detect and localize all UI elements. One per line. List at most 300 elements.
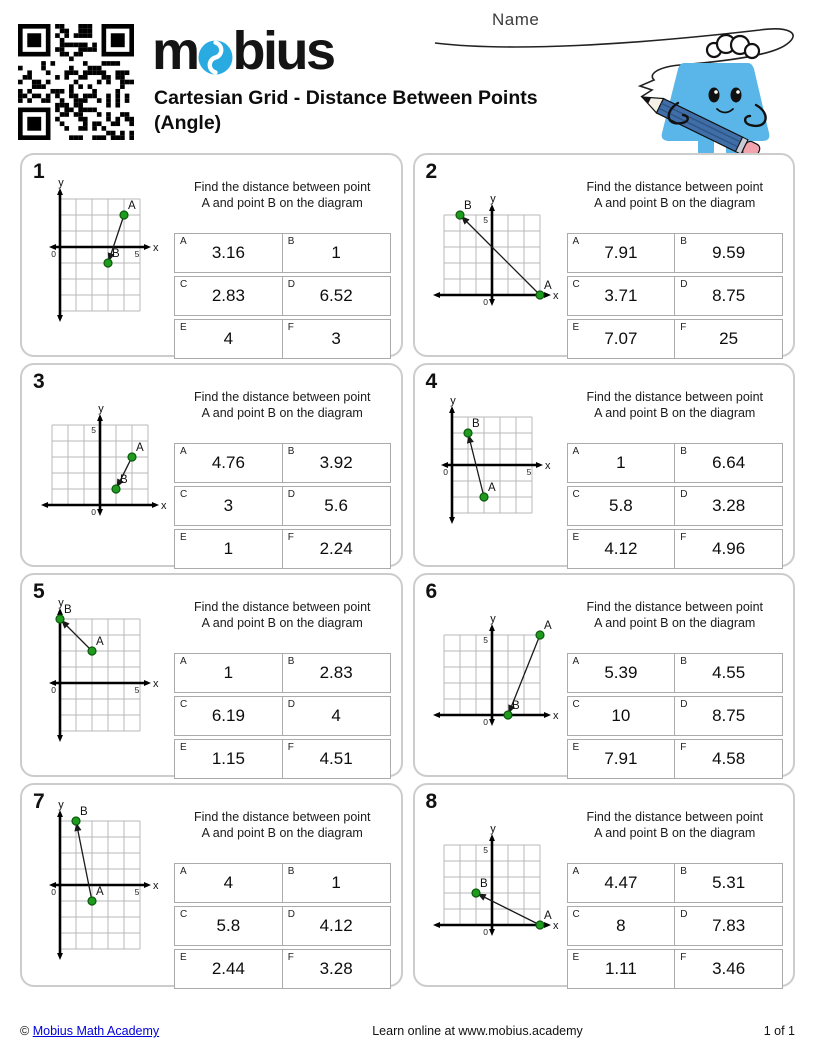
problems-grid	[20, 153, 795, 987]
answer-cell-B	[282, 234, 390, 272]
answer-row	[567, 529, 784, 569]
answer-cell-F	[674, 950, 782, 988]
prompt-line-2: A and point B on the diagram	[201, 616, 363, 631]
point-a-label: A	[544, 279, 552, 292]
answer-value: 8.75	[712, 705, 746, 725]
answer-key: C	[180, 278, 188, 290]
answer-key: D	[680, 278, 688, 290]
problem-card	[20, 573, 403, 777]
answer-value: 3.28	[319, 958, 353, 978]
y-tick-label: 5	[483, 844, 488, 855]
problem-number: 1	[33, 160, 45, 183]
answer-key: C	[572, 908, 580, 920]
coordinate-graph-area	[419, 159, 567, 351]
answer-value: 3.92	[319, 452, 353, 472]
prompt-line-1: Find the distance between point	[193, 390, 371, 404]
answer-row	[567, 443, 784, 483]
prompt-line-1: Find the distance between point	[193, 180, 371, 194]
point-b-dot	[504, 711, 512, 719]
problem-card	[20, 783, 403, 987]
answer-key: A	[180, 865, 187, 877]
answer-cell-F	[282, 320, 390, 358]
answer-key: D	[680, 488, 688, 500]
x-axis-label: x	[553, 919, 559, 932]
answer-key: B	[287, 655, 295, 667]
x-tick-label: 5	[134, 248, 139, 259]
answer-key: F	[680, 951, 687, 963]
answer-value: 1	[616, 452, 626, 472]
cartesian-graph-svg	[45, 596, 158, 744]
answer-table	[567, 863, 784, 992]
x-axis-label: x	[545, 459, 551, 472]
problem-number: 6	[425, 580, 438, 603]
point-b-label: B	[512, 699, 520, 712]
answer-value: 1	[331, 242, 341, 262]
answer-value: 4.12	[319, 915, 353, 935]
y-axis-label: y	[57, 596, 64, 609]
answer-cell-A	[175, 654, 282, 692]
coordinate-graph-area	[26, 579, 174, 771]
answer-cell-C	[568, 277, 675, 315]
answer-row	[174, 696, 391, 736]
answer-value: 5.6	[324, 495, 348, 515]
publisher-link[interactable]: Mobius Math Academy	[32, 1024, 160, 1038]
answer-cell-D	[674, 697, 782, 735]
problem-card	[413, 363, 796, 567]
cartesian-graph-svg	[437, 394, 551, 526]
answer-value: 1	[223, 538, 234, 558]
answer-key: C	[572, 488, 580, 500]
point-a-dot	[536, 291, 544, 299]
coordinate-graph-area	[419, 789, 567, 981]
answer-cell-D	[282, 697, 390, 735]
cartesian-graph-svg	[429, 612, 559, 728]
answer-value: 4.58	[712, 748, 746, 768]
point-a-label: A	[135, 441, 144, 454]
point-b-dot	[56, 615, 64, 623]
prompt-line-2: A and point B on the diagram	[594, 826, 756, 841]
y-axis-label: y	[450, 394, 456, 407]
point-b-label: B	[480, 877, 488, 890]
answer-row	[174, 276, 391, 316]
point-b-label: B	[464, 199, 472, 212]
answer-row	[567, 863, 784, 903]
answer-table	[174, 863, 391, 992]
answer-key: D	[287, 488, 295, 500]
cartesian-graph-svg	[45, 798, 158, 962]
point-a-label: A	[127, 199, 136, 212]
answer-table	[174, 443, 391, 572]
prompt-line-2: A and point B on the diagram	[594, 406, 756, 421]
answer-cell-C	[175, 277, 282, 315]
answer-row	[567, 653, 784, 693]
answer-cell-E	[175, 530, 282, 568]
point-a-label: A	[95, 635, 104, 648]
answer-key: E	[572, 951, 580, 963]
problem-number: 7	[33, 790, 45, 813]
answer-key: B	[680, 235, 687, 247]
y-axis-label: y	[57, 798, 64, 811]
answer-table	[567, 443, 784, 572]
coordinate-graph-area	[419, 579, 567, 771]
answer-key: D	[287, 698, 295, 710]
prompt-line-1: Find the distance between point	[193, 810, 371, 824]
answer-value: 4	[331, 705, 341, 725]
problem-number: 2	[425, 160, 438, 183]
answer-row	[567, 739, 784, 779]
logo-text-m: m	[152, 21, 198, 81]
answer-value: 8.75	[712, 285, 746, 305]
problem-prompt	[567, 389, 784, 422]
footer	[20, 1024, 795, 1038]
answer-cell-E	[568, 740, 675, 778]
point-a-dot	[128, 453, 136, 461]
answer-key: F	[680, 321, 687, 333]
answer-cell-E	[568, 950, 675, 988]
answer-row	[174, 319, 391, 359]
answer-key: F	[680, 531, 687, 543]
answer-cell-A	[175, 234, 282, 272]
answer-cell-D	[674, 907, 782, 945]
answer-cell-B	[282, 654, 390, 692]
answer-value: 4.96	[712, 538, 746, 558]
answer-value: 2.24	[319, 538, 353, 558]
answer-cell-C	[568, 907, 675, 945]
answer-key: D	[287, 278, 295, 290]
answer-cell-D	[674, 487, 782, 525]
answer-cell-C	[175, 697, 282, 735]
cartesian-graph-svg	[429, 192, 559, 308]
problem-number: 4	[425, 370, 438, 393]
point-b-dot	[72, 817, 80, 825]
problem-prompt	[567, 179, 784, 212]
answer-cell-A	[175, 444, 282, 482]
problem-card	[413, 153, 796, 357]
answer-key: A	[572, 865, 580, 877]
answer-value: 5.8	[216, 915, 241, 935]
answer-key: E	[572, 321, 580, 333]
answer-key: E	[180, 741, 187, 753]
answer-row	[567, 233, 784, 273]
y-tick-label: 5	[483, 214, 488, 225]
answer-key: C	[572, 698, 580, 710]
answer-cell-A	[568, 864, 675, 902]
answer-value: 3	[223, 495, 234, 515]
answer-cell-C	[568, 487, 675, 525]
point-b-label: B	[111, 247, 120, 260]
point-b-dot	[464, 429, 472, 437]
answer-value: 4	[223, 872, 234, 892]
prompt-line-2: A and point B on the diagram	[201, 826, 363, 841]
point-b-label: B	[63, 603, 72, 616]
x-tick-label: 5	[526, 466, 532, 477]
point-b-label: B	[79, 805, 88, 818]
answer-value: 6.19	[211, 705, 245, 725]
answer-value: 5.8	[609, 495, 633, 515]
answer-value: 4.55	[712, 662, 746, 682]
answer-key: B	[680, 655, 687, 667]
x-axis-label: x	[553, 709, 559, 722]
answer-cell-B	[674, 234, 782, 272]
point-b-dot	[472, 889, 480, 897]
answer-key: B	[287, 235, 295, 247]
x-tick-label: 5	[134, 684, 139, 695]
answer-key: B	[680, 445, 687, 457]
y-axis-label: y	[57, 176, 64, 189]
answer-key: A	[180, 235, 187, 247]
answer-value: 25	[719, 328, 739, 348]
answer-cell-E	[175, 320, 282, 358]
answer-row	[174, 233, 391, 273]
problem-card	[20, 153, 403, 357]
x-axis-label: x	[152, 677, 158, 690]
coordinate-graph-area	[26, 369, 174, 561]
point-a-dot	[536, 921, 544, 929]
answer-key: B	[287, 445, 295, 457]
answer-key: E	[572, 531, 580, 543]
x-tick-label: 5	[134, 886, 139, 897]
answer-key: D	[680, 698, 688, 710]
answer-row	[567, 276, 784, 316]
answer-key: D	[287, 908, 295, 920]
point-a-label: A	[488, 481, 496, 494]
origin-label: 0	[443, 466, 448, 477]
answer-row	[567, 906, 784, 946]
answer-cell-F	[674, 320, 782, 358]
copyright-symbol: ©	[20, 1024, 30, 1038]
answer-key: A	[180, 445, 187, 457]
y-axis-label: y	[490, 192, 496, 205]
answer-cell-F	[282, 740, 390, 778]
answer-cell-A	[568, 234, 675, 272]
logo-text-bius: bius	[232, 21, 334, 81]
answer-value: 4.47	[604, 872, 638, 892]
problem-prompt	[174, 599, 391, 632]
answer-row	[174, 949, 391, 989]
qr-code	[18, 24, 134, 140]
problem-number: 3	[33, 370, 45, 393]
answer-cell-D	[282, 277, 390, 315]
answer-key: C	[180, 908, 188, 920]
mascot-illustration	[430, 5, 805, 155]
answer-table	[567, 653, 784, 782]
cartesian-graph-svg	[45, 176, 158, 324]
answer-cell-A	[568, 654, 675, 692]
problem-prompt	[174, 809, 391, 842]
point-a-label: A	[544, 619, 552, 632]
answer-value: 3.71	[604, 285, 638, 305]
coordinate-graph-area	[26, 789, 174, 981]
y-axis-label: y	[97, 402, 104, 415]
point-a-dot	[88, 647, 96, 655]
origin-label: 0	[483, 716, 488, 727]
answer-row	[567, 486, 784, 526]
answer-cell-B	[674, 864, 782, 902]
answer-key: A	[180, 655, 187, 667]
answer-key: A	[572, 655, 580, 667]
point-b-dot	[112, 485, 120, 493]
point-b-dot	[456, 211, 464, 219]
origin-label: 0	[50, 886, 56, 897]
answer-value: 6.52	[319, 285, 353, 305]
prompt-line-2: A and point B on the diagram	[201, 406, 363, 421]
prompt-line-2: A and point B on the diagram	[594, 616, 756, 631]
answer-value: 1	[223, 662, 234, 682]
answer-key: B	[287, 865, 295, 877]
y-tick-label: 5	[90, 424, 96, 435]
answer-cell-A	[175, 864, 282, 902]
coordinate-graph-area	[419, 369, 567, 561]
answer-cell-C	[175, 907, 282, 945]
answer-value: 5.39	[604, 662, 638, 682]
answer-table	[174, 653, 391, 782]
prompt-line-2: A and point B on the diagram	[201, 196, 363, 211]
name-label: Name	[492, 10, 540, 29]
answer-value: 1.15	[211, 748, 245, 768]
answer-value: 3.28	[712, 495, 746, 515]
point-a-dot	[480, 493, 488, 501]
answer-cell-F	[674, 530, 782, 568]
problem-prompt	[174, 389, 391, 422]
answer-key: C	[180, 698, 188, 710]
problem-number: 5	[33, 580, 45, 603]
answer-cell-D	[674, 277, 782, 315]
answer-value: 3	[331, 328, 341, 348]
point-b-label: B	[119, 473, 128, 486]
prompt-line-1: Find the distance between point	[586, 810, 763, 824]
answer-cell-A	[568, 444, 675, 482]
answer-cell-E	[568, 320, 675, 358]
answer-value: 8	[616, 915, 626, 935]
footer-copyright	[20, 1024, 240, 1038]
answer-row	[567, 319, 784, 359]
answer-cell-E	[568, 530, 675, 568]
logo-droplet-icon	[198, 40, 233, 75]
answer-value: 4	[223, 328, 234, 348]
answer-key: C	[572, 278, 580, 290]
origin-label: 0	[483, 296, 488, 307]
answer-value: 3.46	[712, 958, 746, 978]
page-indicator: 1 of 1	[763, 1024, 795, 1038]
problem-prompt	[567, 599, 784, 632]
x-axis-label: x	[160, 499, 166, 512]
point-a-dot	[120, 211, 128, 219]
problem-prompt	[567, 809, 784, 842]
answer-value: 9.59	[712, 242, 746, 262]
y-axis-label: y	[490, 612, 496, 625]
answer-key: E	[180, 531, 187, 543]
answer-cell-D	[282, 907, 390, 945]
answer-row	[174, 739, 391, 779]
answer-key: F	[680, 741, 687, 753]
answer-value: 2.83	[319, 662, 353, 682]
answer-row	[174, 443, 391, 483]
cartesian-graph-svg	[429, 822, 559, 938]
answer-row	[174, 486, 391, 526]
problem-card	[413, 783, 796, 987]
problem-number: 8	[425, 790, 438, 813]
answer-cell-E	[175, 950, 282, 988]
answer-table	[174, 233, 391, 362]
answer-row	[174, 653, 391, 693]
answer-key: F	[287, 741, 294, 753]
answer-table	[567, 233, 784, 362]
point-a-label: A	[95, 885, 104, 898]
answer-cell-C	[175, 487, 282, 525]
x-axis-label: x	[152, 241, 158, 254]
answer-value: 4.51	[319, 748, 353, 768]
answer-value: 6.64	[712, 452, 746, 472]
y-axis-label: y	[490, 822, 496, 835]
origin-label: 0	[483, 926, 488, 937]
problem-card	[413, 573, 796, 777]
title-line-1: Cartesian Grid - Distance Between Points	[154, 87, 538, 109]
prompt-line-1: Find the distance between point	[586, 180, 763, 194]
answer-key: A	[572, 445, 580, 457]
answer-cell-D	[282, 487, 390, 525]
answer-row	[174, 906, 391, 946]
point-a-dot	[88, 897, 96, 905]
answer-row	[567, 696, 784, 736]
point-b-label: B	[472, 417, 480, 430]
answer-key: C	[180, 488, 188, 500]
prompt-line-1: Find the distance between point	[586, 600, 763, 614]
answer-key: A	[572, 235, 580, 247]
x-axis-label: x	[553, 289, 559, 302]
answer-value: 7.91	[604, 242, 638, 262]
answer-value: 1	[331, 872, 341, 892]
prompt-line-1: Find the distance between point	[586, 390, 763, 404]
answer-value: 7.07	[604, 328, 638, 348]
answer-row	[174, 863, 391, 903]
prompt-line-2: A and point B on the diagram	[594, 196, 756, 211]
answer-value: 1.11	[604, 958, 637, 978]
answer-cell-C	[568, 697, 675, 735]
answer-cell-E	[175, 740, 282, 778]
answer-value: 2.44	[211, 958, 245, 978]
point-a-label: A	[544, 909, 552, 922]
answer-value: 3.16	[211, 242, 245, 262]
problem-prompt	[174, 179, 391, 212]
answer-value: 7.91	[604, 748, 638, 768]
coordinate-graph-area	[26, 159, 174, 351]
answer-key: F	[287, 321, 294, 333]
answer-cell-F	[674, 740, 782, 778]
x-axis-label: x	[152, 879, 158, 892]
answer-value: 4.76	[211, 452, 245, 472]
answer-value: 5.31	[712, 872, 746, 892]
origin-label: 0	[50, 248, 56, 259]
answer-cell-F	[282, 530, 390, 568]
answer-key: F	[287, 951, 294, 963]
title-line-2: (Angle)	[154, 112, 222, 135]
answer-key: B	[680, 865, 687, 877]
mobius-logo	[152, 21, 334, 81]
cartesian-graph-svg	[37, 402, 166, 518]
problem-card	[20, 363, 403, 567]
footer-center-text: Learn online at www.mobius.academy	[372, 1024, 583, 1038]
mascot-hair	[707, 35, 759, 58]
answer-key: E	[180, 321, 187, 333]
answer-cell-B	[674, 444, 782, 482]
answer-cell-B	[282, 444, 390, 482]
answer-value: 7.83	[712, 915, 746, 935]
answer-key: F	[287, 531, 294, 543]
answer-value: 4.12	[604, 538, 638, 558]
point-a-dot	[536, 631, 544, 639]
answer-cell-F	[282, 950, 390, 988]
answer-value: 10	[611, 705, 631, 725]
